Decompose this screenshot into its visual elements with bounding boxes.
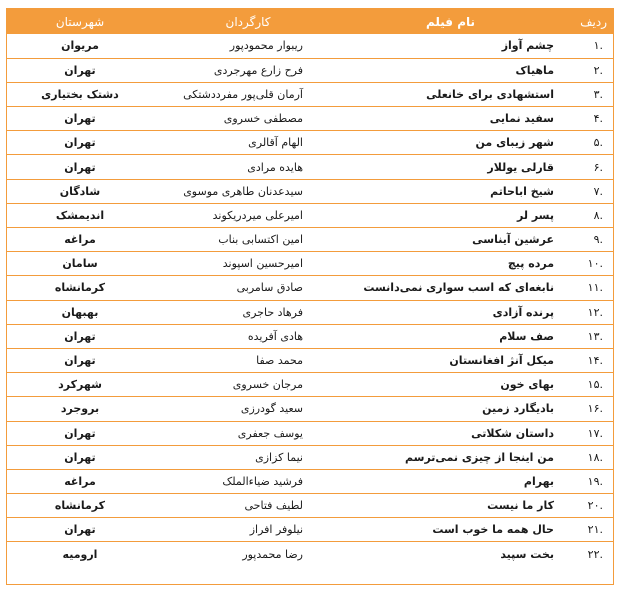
header-row-number: ردیف bbox=[580, 14, 607, 29]
table-row bbox=[7, 131, 613, 155]
city-cell: تهران bbox=[64, 136, 96, 150]
header-film-title: نام فیلم bbox=[425, 14, 476, 29]
row-number-cell: .۱۸ bbox=[587, 450, 603, 464]
director-cell: لطیف فتاحی bbox=[244, 499, 303, 513]
film-title-cell: پرنده آزادی bbox=[492, 305, 554, 319]
table-row bbox=[7, 179, 613, 203]
row-number-cell: .۱۱ bbox=[587, 281, 603, 295]
director-cell: رضا محمدپور bbox=[242, 547, 303, 561]
director-cell: مرجان خسروی bbox=[232, 378, 303, 392]
row-number-cell: .۸ bbox=[593, 208, 603, 222]
film-title-cell: پسر لر bbox=[517, 208, 554, 222]
film-title-cell: من اینجا از چیزی نمی‌ترسم bbox=[405, 450, 554, 464]
city-cell: دشتک بختیاری bbox=[41, 87, 119, 101]
row-number-cell: .۱۵ bbox=[587, 378, 603, 392]
row-number-cell: .۱۷ bbox=[587, 426, 603, 440]
table-row bbox=[7, 421, 613, 445]
city-cell: تهران bbox=[64, 426, 96, 440]
row-number-cell: .۴ bbox=[593, 112, 603, 126]
header-row bbox=[7, 9, 613, 34]
row-number-cell: .۲۲ bbox=[587, 547, 603, 561]
director-cell: الهام آقالری bbox=[248, 136, 303, 150]
table-row bbox=[7, 324, 613, 348]
city-cell: مراغه bbox=[64, 474, 96, 488]
film-table-frame bbox=[6, 8, 614, 585]
director-cell: مصطفی خسروی bbox=[223, 112, 303, 126]
film-title-cell: کار ما نیست bbox=[487, 499, 554, 513]
row-number-cell: .۶ bbox=[593, 160, 603, 174]
film-table bbox=[7, 9, 613, 566]
row-number-cell: .۹ bbox=[593, 233, 603, 247]
film-title-cell: بخت سپید bbox=[500, 547, 554, 561]
table-row bbox=[7, 228, 613, 252]
film-title-cell: بادیگارد زمین bbox=[482, 402, 554, 416]
row-number-cell: .۱۴ bbox=[587, 354, 603, 368]
table-row bbox=[7, 373, 613, 397]
film-title-cell: قارلی یوللار bbox=[487, 160, 554, 174]
row-number-cell: .۱۲ bbox=[587, 305, 603, 319]
director-cell: فرح زارع مهرجردی bbox=[213, 63, 303, 77]
table-row bbox=[7, 107, 613, 131]
film-title-cell: مرده پیچ bbox=[507, 257, 554, 271]
row-number-cell: .۵ bbox=[593, 136, 603, 150]
city-cell: شادگان bbox=[59, 184, 101, 198]
film-title-cell: داستان شکلاتی bbox=[471, 426, 554, 440]
director-cell: سعید گودرزی bbox=[240, 402, 303, 416]
row-number-cell: .۱۳ bbox=[587, 329, 603, 343]
table-header bbox=[7, 9, 613, 34]
director-cell: هایده مرادی bbox=[247, 160, 303, 174]
table-row bbox=[7, 58, 613, 82]
director-cell: صادق سامربی bbox=[236, 281, 303, 295]
row-number-cell: .۱۶ bbox=[587, 402, 603, 416]
director-cell: ریبوار محمودپور bbox=[229, 39, 303, 53]
table-row bbox=[7, 300, 613, 324]
film-title-cell: نابغه‌ای که اسب سواری نمی‌دانست bbox=[363, 281, 554, 295]
city-cell: کرمانشاه bbox=[54, 499, 106, 513]
row-number-cell: .۱۰ bbox=[587, 257, 603, 271]
city-cell: تهران bbox=[64, 160, 96, 174]
film-title-cell: حال همه ما خوب است bbox=[432, 523, 554, 537]
table-row bbox=[7, 276, 613, 300]
city-cell: تهران bbox=[64, 523, 96, 537]
table-row bbox=[7, 252, 613, 276]
table-row bbox=[7, 542, 613, 566]
table-row bbox=[7, 494, 613, 518]
director-cell: آرمان قلی‌پور مفرددشتکی bbox=[183, 87, 303, 101]
city-cell: ارومیه bbox=[62, 547, 98, 561]
city-cell: بهبهان bbox=[61, 305, 99, 319]
city-cell: مراغه bbox=[64, 233, 96, 247]
director-cell: هادی آفریده bbox=[247, 329, 303, 343]
film-title-cell: استشهادی برای خانعلی bbox=[426, 87, 554, 101]
director-cell: امیرعلی میردریکوند bbox=[212, 208, 303, 222]
row-number-cell: .۲۰ bbox=[587, 499, 603, 513]
film-title-cell: سفید نمایی bbox=[489, 112, 554, 126]
city-cell: تهران bbox=[64, 354, 96, 368]
row-number-cell: .۲ bbox=[593, 63, 603, 77]
city-cell: مریوان bbox=[61, 39, 99, 53]
city-cell: تهران bbox=[64, 450, 96, 464]
film-title-cell: چشم آواز bbox=[501, 39, 554, 53]
row-number-cell: .۱۹ bbox=[587, 474, 603, 488]
city-cell: تهران bbox=[64, 63, 96, 77]
director-cell: فرهاد حاجری bbox=[242, 305, 303, 319]
row-number-cell: .۳ bbox=[593, 87, 603, 101]
city-cell: اندیمشک bbox=[55, 208, 105, 222]
director-cell: محمد صفا bbox=[256, 354, 303, 368]
table-row bbox=[7, 82, 613, 106]
header-director: کارگردان bbox=[225, 14, 271, 29]
table-row bbox=[7, 518, 613, 542]
director-cell: یوسف جعفری bbox=[237, 426, 303, 440]
row-number-cell: .۱ bbox=[593, 39, 603, 53]
city-cell: بروجرد bbox=[60, 402, 100, 416]
director-cell: نیلوفر افراز bbox=[249, 523, 303, 537]
table-row bbox=[7, 34, 613, 58]
table-row bbox=[7, 397, 613, 421]
city-cell: شهرکرد bbox=[58, 378, 102, 392]
table-row bbox=[7, 445, 613, 469]
header-city: شهرستان bbox=[55, 14, 105, 29]
director-cell: امیرحسین اسپوند bbox=[222, 257, 303, 271]
table-row bbox=[7, 348, 613, 372]
table-row bbox=[7, 203, 613, 227]
director-cell: فرشید ضیاءالملک bbox=[222, 474, 303, 488]
table-row bbox=[7, 469, 613, 493]
film-title-cell: بهرام bbox=[523, 474, 554, 488]
film-title-cell: عرشین آیناسی bbox=[472, 233, 554, 247]
director-cell: امین اکتسابی بناب bbox=[218, 233, 303, 247]
city-cell: تهران bbox=[64, 112, 96, 126]
city-cell: سامان bbox=[62, 257, 98, 271]
film-title-cell: شهر زیبای من bbox=[475, 136, 554, 150]
table-body bbox=[7, 34, 613, 566]
film-title-cell: بهای خون bbox=[500, 378, 554, 392]
film-title-cell: میکل آنژ افغانستان bbox=[449, 354, 554, 368]
city-cell: تهران bbox=[64, 329, 96, 343]
city-cell: کرمانشاه bbox=[54, 281, 106, 295]
director-cell: سیدعدنان طاهری موسوی bbox=[183, 184, 303, 198]
director-cell: نیما کزازی bbox=[255, 450, 303, 464]
film-title-cell: شیخ اباحاتم bbox=[490, 184, 554, 198]
film-title-cell: صف سلام bbox=[499, 329, 554, 343]
row-number-cell: .۷ bbox=[593, 184, 603, 198]
film-title-cell: ماهیاک bbox=[515, 63, 554, 77]
row-number-cell: .۲۱ bbox=[587, 523, 603, 537]
table-row bbox=[7, 155, 613, 179]
